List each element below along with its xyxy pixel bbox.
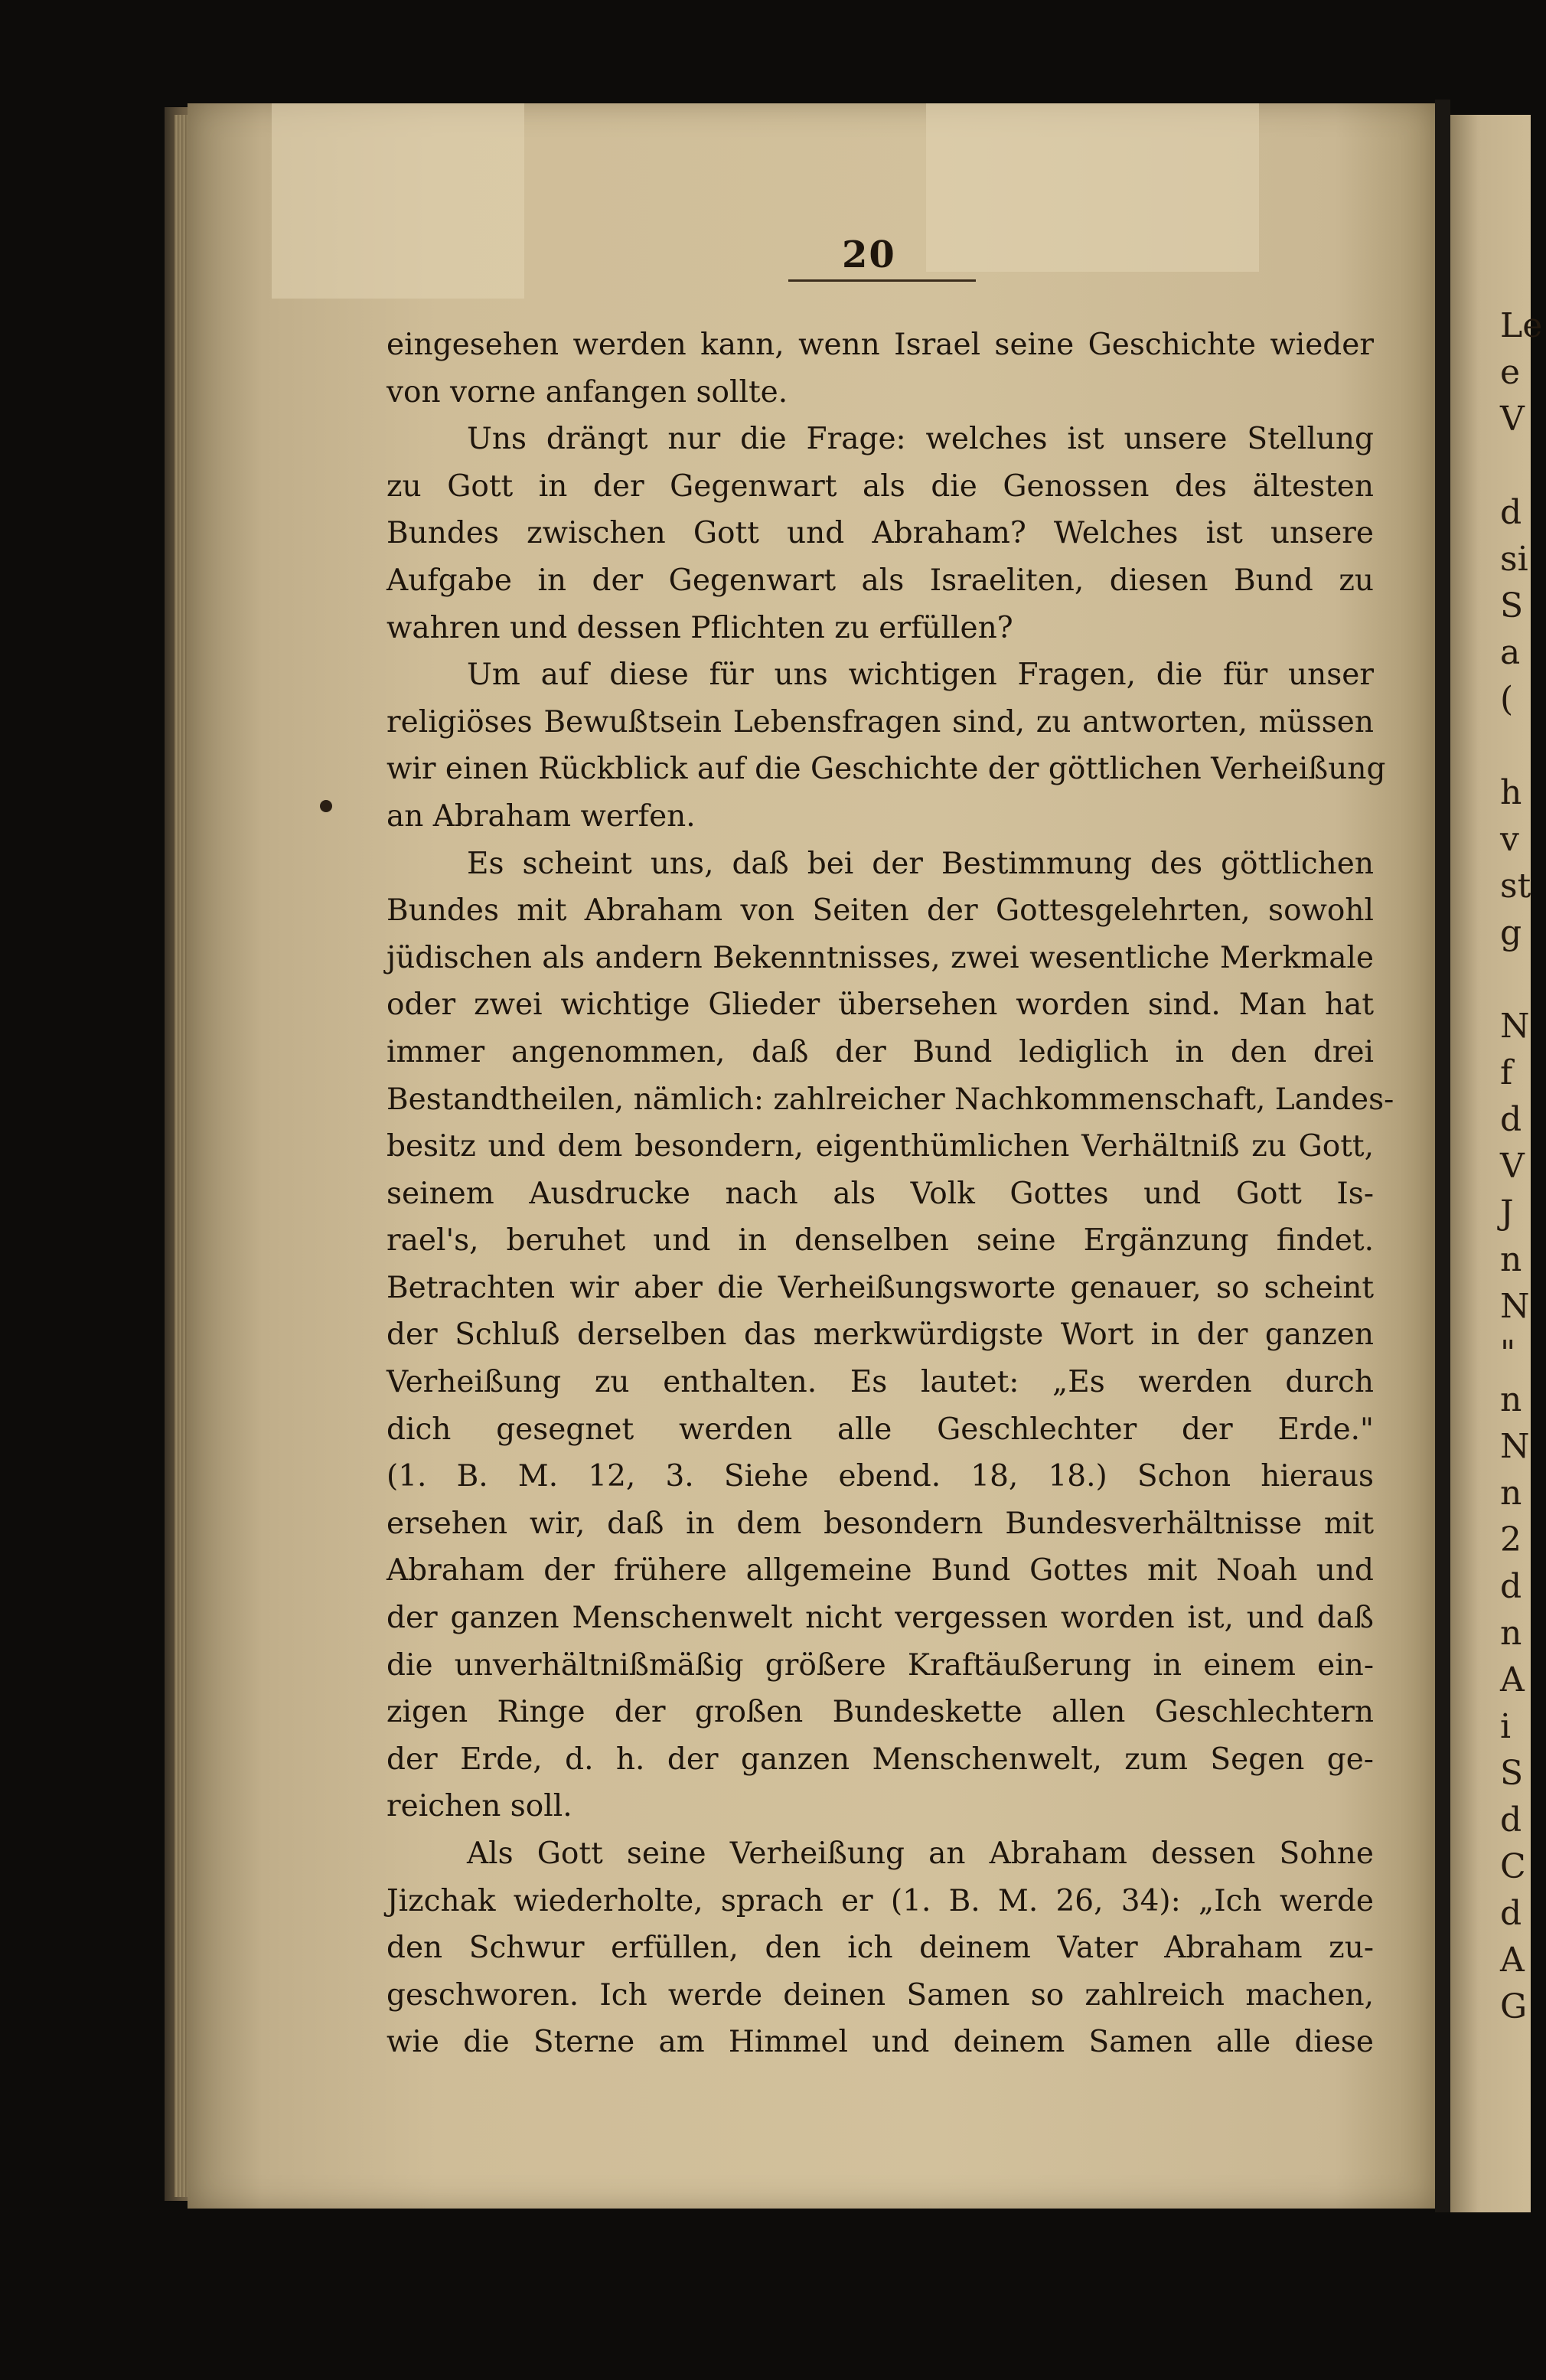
facing-page-fragment: f [1500,1053,1513,1092]
text-line: seinem Ausdrucke nach als Volk Gottes und Gott Is- [386,1176,1374,1211]
facing-page-fragment: n [1500,1474,1522,1513]
facing-page-fragment: d [1500,1567,1522,1606]
facing-page-text-fragments [1500,302,1546,2030]
facing-page-fragment: " [1500,1334,1516,1373]
facing-page-fragment: n [1500,1614,1522,1653]
facing-page-fragment: S [1500,586,1524,625]
text-line: religiöses Bewußtsein Lebensfragen sind, zu antworten, müssen [386,704,1374,739]
text-line: ersehen wir, daß in dem besondern Bundesverhältnisse mit [386,1506,1374,1541]
text-line: rael's, beruhet und in denselben seine Ergänzung findet. [386,1223,1374,1259]
text-line: Bundes zwischen Gott und Abraham? Welches ist unsere [386,516,1374,551]
text-line: Jizchak wiederholte, sprach er (1. B. M. 26, 34): „Ich werde [386,1883,1374,1918]
facing-page-fragment: N [1500,1287,1530,1326]
text-line: wahren und dessen Pflichten zu erfüllen? [386,610,1013,645]
book-gutter [1435,100,1450,2212]
facing-page-fragment: si [1500,540,1528,579]
facing-page-fragment: G [1500,1987,1528,2026]
facing-page-fragment: ( [1500,680,1514,719]
facing-page-fragment: st [1500,867,1531,906]
text-line: wir einen Rückblick auf die Geschichte der göttlichen Verheißung [386,752,1386,787]
text-line: von vorne anfangen sollte. [386,374,788,410]
facing-page-fragment: n [1500,1380,1522,1419]
facing-page-fragment [1500,723,1546,769]
facing-page-fragment: A [1500,1660,1525,1699]
facing-page-fragment: i [1500,1707,1512,1746]
ink-spot [320,800,332,812]
facing-page-fragment: N [1500,1007,1530,1046]
text-line: der Erde, d. h. der ganzen Menschenwelt, zum Segen ge- [386,1742,1374,1777]
text-line: oder zwei wichtige Glieder übersehen worden sind. Man hat [386,988,1374,1023]
text-line: zigen Ringe der großen Bundeskette allen Geschlechtern [386,1695,1374,1730]
text-line: Aufgabe in der Gegenwart als Israeliten, diesen Bund zu [386,563,1374,598]
facing-page-fragment: d [1500,493,1522,532]
facing-page-fragment: V [1500,400,1525,439]
text-line: reichen soll. [386,1789,572,1824]
facing-page-fragment: g [1500,913,1522,952]
text-line: Als Gott seine Verheißung an Abraham dessen Sohne [467,1836,1374,1871]
facing-page-fragment [1500,956,1546,1003]
text-line: Verheißung zu enthalten. Es lautet: „Es werden durch [386,1365,1374,1400]
facing-page-fragment: h [1500,773,1522,812]
facing-page-fragment: J [1500,1193,1514,1232]
facing-page-fragment: v [1500,820,1519,859]
facing-page-fragment: n [1500,1240,1522,1279]
text-line: jüdischen als andern Bekenntnisses, zwei wesentliche Merkmale [386,940,1374,975]
text-line: wie die Sterne am Himmel und deinem Samen alle diese [386,2025,1374,2060]
text-line: Bundes mit Abraham von Seiten der Gottesgelehrten, sowohl [386,893,1374,929]
facing-page-fragment [1500,442,1546,489]
body-text [386,322,1394,2066]
text-line: immer angenommen, daß der Bund lediglich in den drei [386,1034,1374,1069]
facing-page-fragment: Le [1500,306,1543,345]
facing-page-fragment: d [1500,1894,1522,1933]
text-line: eingesehen werden kann, wenn Israel seine Geschichte wieder [386,328,1374,362]
facing-page-fragment: C [1500,1847,1526,1886]
text-line: an Abraham werfen. [386,798,696,834]
facing-page-fragment: a [1500,633,1521,672]
text-line: Betrachten wir aber die Verheißungsworte genauer, so scheint [386,1270,1374,1305]
facing-page-fragment: d [1500,1100,1522,1139]
text-line: Bestandtheilen, nämlich: zahlreicher Nachkommenschaft, Landes- [386,1082,1394,1117]
text-line: (1. B. M. 12, 3. Siehe ebend. 18, 18.) Schon hieraus [386,1459,1374,1494]
facing-page-fragment: e [1500,353,1521,392]
text-line: zu Gott in der Gegenwart als die Genossen des ältesten [386,468,1374,504]
page-number: 20 [842,233,896,276]
text-line: der Schluß derselben das merkwürdigste Wort in der ganzen [386,1317,1374,1353]
paper-discoloration [272,103,524,299]
text-line: besitz und dem besondern, eigenthümlichen Verhältniß zu Gott, [386,1129,1374,1164]
text-line: Es scheint uns, daß bei der Bestimmung des göttlichen [467,846,1374,881]
text-line: den Schwur erfüllen, den ich deinem Vater Abraham zu- [386,1931,1374,1966]
facing-page-fragment: N [1500,1427,1530,1466]
text-line: geschworen. Ich werde deinen Samen so zahlreich machen, [386,1977,1374,2013]
text-line: der ganzen Menschenwelt nicht vergessen worden ist, und daß [386,1601,1374,1636]
facing-page-fragment: 2 [1500,1520,1522,1559]
text-line: Um auf diese für uns wichtigen Fragen, die für unser [467,658,1374,693]
facing-page-fragment: V [1500,1147,1525,1186]
text-line: Abraham der frühere allgemeine Bund Gottes mit Noah und [386,1553,1374,1588]
text-line: die unverhältnißmäßig größere Kraftäußerung in einem ein- [386,1647,1374,1683]
page-number-rule [788,279,976,282]
facing-page-fragment: S [1500,1754,1524,1793]
text-line: Uns drängt nur die Frage: welches ist unsere Stellung [467,422,1374,457]
facing-page-fragment: d [1500,1801,1522,1840]
facing-page-fragment: A [1500,1941,1525,1980]
text-line: dich gesegnet werden alle Geschlechter der Erde." [386,1412,1374,1447]
paper-discoloration [926,103,1259,272]
